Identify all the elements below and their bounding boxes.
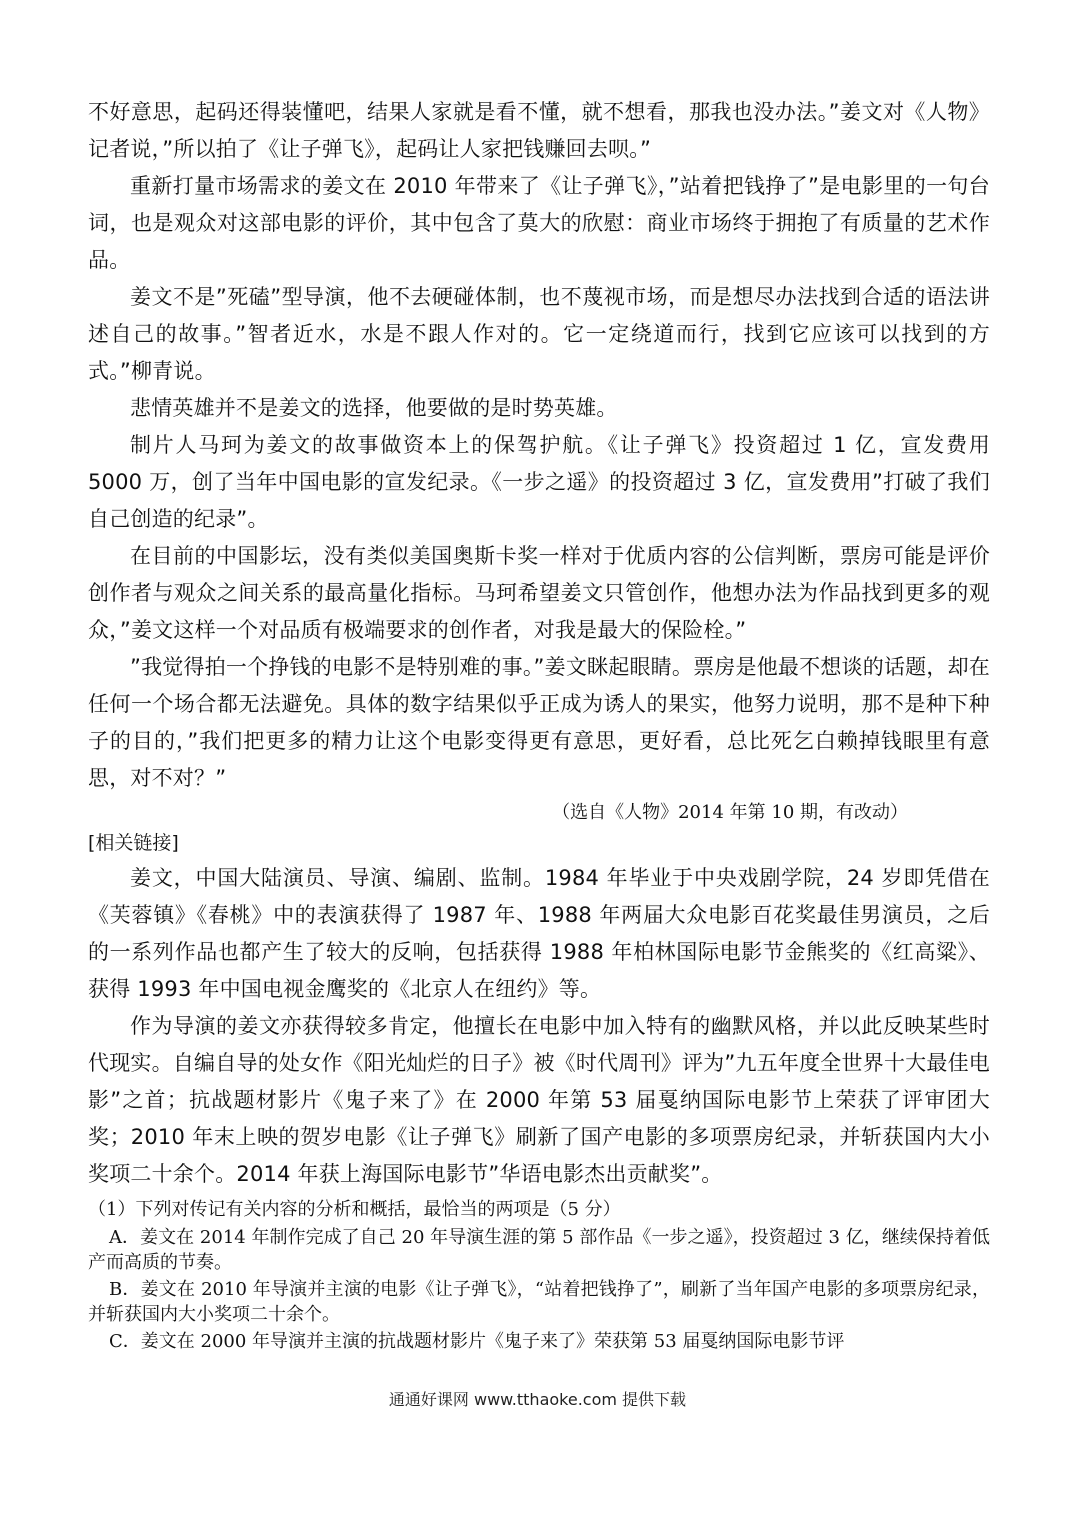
related-link-heading: [相关链接] [88,832,179,854]
article-paragraph: 制片人马珂为姜文的故事做资本上的保驾护航。《让子弹飞》投资超过 1 亿，宣发费用 5000 万，创了当年中国电影的宣发纪录。《一步之遥》的投资超过 3 亿，宣发费用”打破了我们自己创造的纪录”。 [88,433,990,531]
article-paragraph: 姜文不是”死磕”型导演，他不去硬碰体制，也不蔑视市场，而是想尽办法找到合适的语法讲述自己的故事。”智者近水，水是不跟人作对的。它一定绕道而行，找到它应该可以找到的方式。”柳青说。 [88,285,990,383]
question-block [88,1197,990,1354]
question-stem: （1）下列对传记有关内容的分析和概括，最恰当的两项是（5 分） [88,1199,621,1220]
article-paragraph: 不好意思，起码还得装懂吧，结果人家就是看不懂，就不想看，那我也没办法。”姜文对《人物》记者说，”所以拍了《让子弹飞》，起码让人家把钱赚回去呗。” [88,100,990,161]
article-paragraph: ”我觉得拍一个挣钱的电影不是特别难的事。”姜文眯起眼睛。票房是他最不想谈的话题，却在任何一个场合都无法避免。具体的数字结果似乎正成为诱人的果实，他努力说明，那不是种下种子的目的，”我们把更多的精力让这个电影变得更有意思，更好看，总比死乞白赖掉钱眼里有意思，对不对？” [88,655,990,790]
article-body [88,94,990,797]
question-option-a: A．姜文在 2014 年制作完成了自己 20 年导演生涯的第 5 部作品《一步之遥》，投资超过 3 亿，继续保持着低产而高质的节奏。 [88,1227,990,1273]
page-footer: 通通好课网 www.tthaoke.com 提供下载 [388,1390,687,1409]
article-paragraph: 重新打量市场需求的姜文在 2010 年带来了《让子弹飞》，”站着把钱挣了”是电影里的一句台词，也是观众对这部电影的评价，其中包含了莫大的欣慰：商业市场终于拥抱了有质量的艺术作品。 [88,174,990,272]
related-paragraph: 姜文，中国大陆演员、导演、编剧、监制。1984 年毕业于中央戏剧学院，24 岁即凭借在《芙蓉镇》《春桃》中的表演获得了 1987 年、1988 年两届大众电影百花奖最佳男演员，之后的一系列作品也都产生了较大的反响，包括获得 1988 年柏林国际电影节金熊奖的《红高粱》、获得 1993 年中国电视金鹰奖的《北京人在纽约》等。 [88,866,990,1001]
article-paragraph: 悲情英雄并不是姜文的选择，他要做的是时势英雄。 [130,396,618,420]
question-option-c: C．姜文在 2000 年导演并主演的抗战题材影片《鬼子来了》荣获第 53 届戛纳国际电影节评 [109,1331,845,1352]
related-paragraph: 作为导演的姜文亦获得较多肯定，他擅长在电影中加入特有的幽默风格，并以此反映某些时代现实。自编自导的处女作《阳光灿烂的日子》被《时代周刊》评为”九五年度全世界十大最佳电影”之首；抗战题材影片《鬼子来了》在 2000 年第 53 届戛纳国际电影节上荣获了评审团大奖；2010 年末上映的贺岁电影《让子弹飞》刷新了国产电影的多项票房纪录，并斩获国内大小奖项二十余个。2014 年获上海国际电影节”华语电影杰出贡献奖”。 [88,1014,990,1186]
question-option-b: B．姜文在 2010 年导演并主演的电影《让子弹飞》，“站着把钱挣了”，刷新了当年国产电影的多项票房纪录，并斩获国内大小奖项二十余个。 [88,1279,990,1325]
article-source: （选自《人物》2014 年第 10 期，有改动） [552,802,908,823]
related-link-body [88,860,990,1193]
article-paragraph: 在目前的中国影坛，没有类似美国奥斯卡奖一样对于优质内容的公信判断，票房可能是评价创作者与观众之间关系的最高量化指标。马珂希望姜文只管创作，他想办法为作品找到更多的观众，”姜文这样一个对品质有极端要求的创作者，对我是最大的保险栓。” [88,544,990,642]
document-page [88,94,990,1356]
